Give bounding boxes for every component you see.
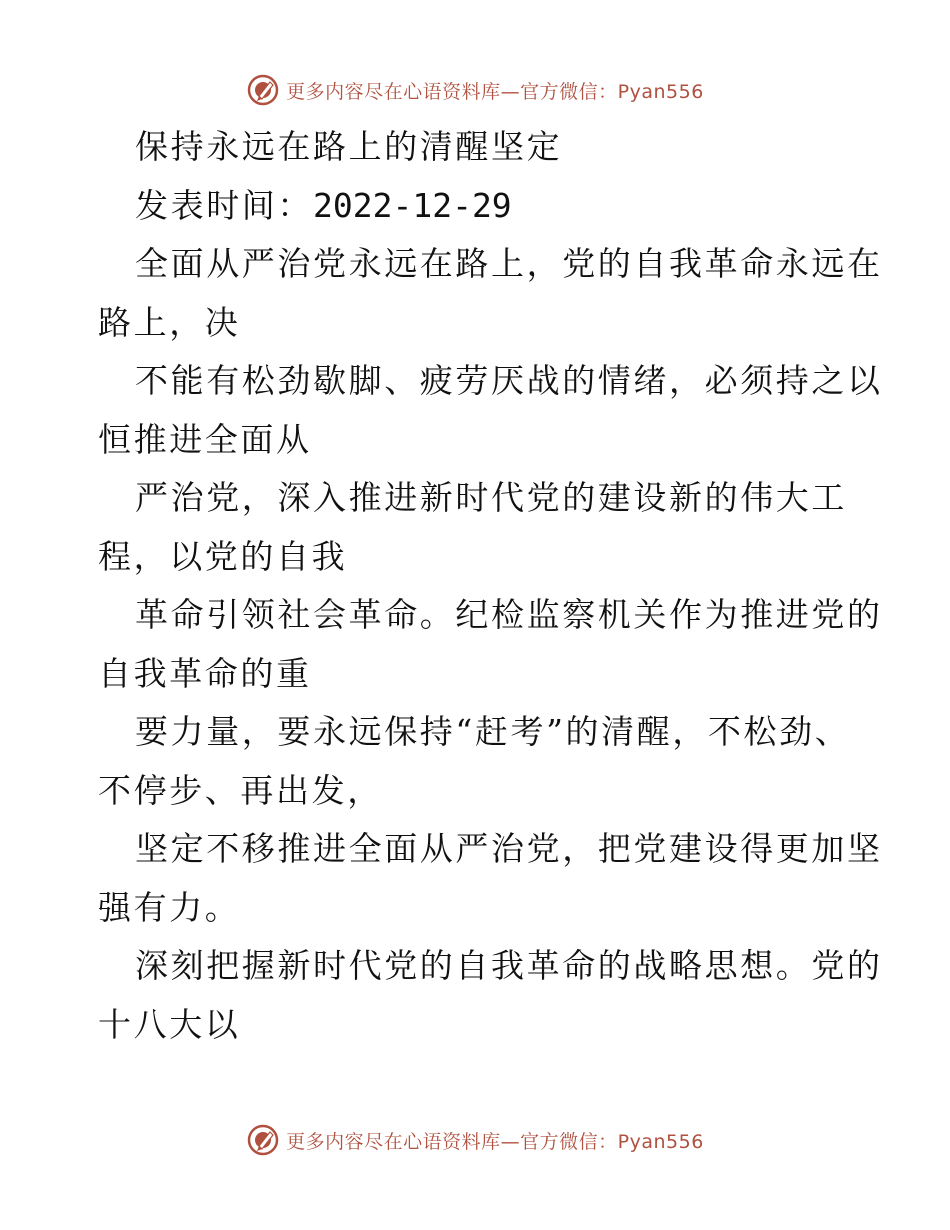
paragraph-line: 不能有松劲歇脚、疲劳厌战的情绪，必须持之以 bbox=[135, 361, 883, 400]
paragraph-line: 坚定不移推进全面从严治党，把党建设得更加坚 bbox=[135, 829, 883, 868]
paragraph-line: 路上，决 bbox=[98, 302, 241, 342]
header-banner bbox=[0, 70, 950, 110]
banner-text: 更多内容尽在心语资料库—官方微信：Pyan556 bbox=[286, 1130, 704, 1153]
paragraph-line: 革命引领社会革命。纪检监察机关作为推进党的 bbox=[135, 595, 883, 634]
banner-text: 更多内容尽在心语资料库—官方微信：Pyan556 bbox=[286, 80, 704, 103]
paragraph-line: 严治党，深入推进新时代党的建设新的伟大工 bbox=[135, 478, 847, 517]
pen-seal-icon bbox=[246, 1123, 280, 1157]
paragraph-line: 恒推进全面从 bbox=[98, 419, 312, 459]
date-label: 发表时间： bbox=[135, 185, 313, 225]
paragraph-line: 深刻把握新时代党的自我革命的战略思想。党的 bbox=[135, 946, 883, 985]
pen-seal-icon bbox=[246, 73, 280, 107]
paragraph-line: 十八大以 bbox=[98, 1004, 241, 1044]
paragraph-line: 自我革命的重 bbox=[98, 653, 312, 693]
paragraph-line: 不停步、再出发， bbox=[98, 770, 383, 810]
document-title: 保持永远在路上的清醒坚定 bbox=[135, 127, 563, 166]
document-body bbox=[98, 118, 883, 1054]
paragraph-line: 强有力。 bbox=[98, 887, 241, 927]
date-value: 2022-12-29 bbox=[313, 185, 512, 225]
paragraph-line: 程，以党的自我 bbox=[98, 536, 348, 576]
paragraph-line: 全面从严治党永远在路上，党的自我革命永远在 bbox=[135, 244, 883, 283]
footer-banner bbox=[0, 1120, 950, 1160]
publish-date bbox=[98, 177, 858, 236]
paragraph-line: 要力量，要永远保持“赶考”的清醒，不松劲、 bbox=[135, 712, 851, 751]
